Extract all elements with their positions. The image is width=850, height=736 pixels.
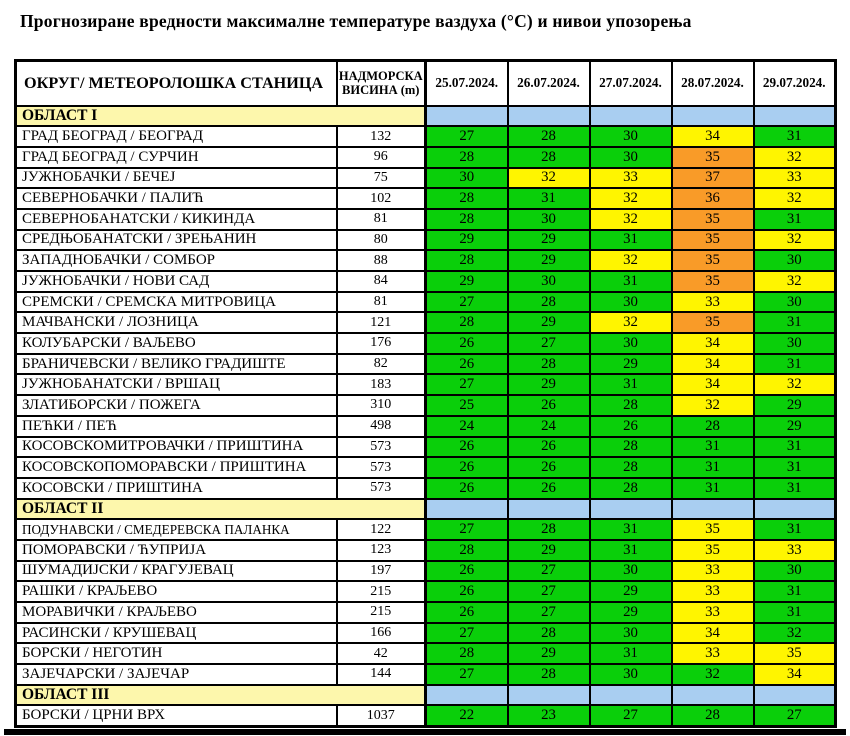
station-row bbox=[16, 354, 836, 375]
temperature-cell: 28 bbox=[508, 126, 590, 147]
station-name: РАШКИ / КРАЉЕВО bbox=[16, 581, 337, 602]
altitude-value: 176 bbox=[337, 333, 426, 354]
temperature-cell: 34 bbox=[672, 623, 754, 644]
section-empty-cell bbox=[590, 499, 672, 520]
altitude-value: 84 bbox=[337, 271, 426, 292]
temperature-cell: 35 bbox=[672, 312, 754, 333]
temperature-cell: 37 bbox=[672, 168, 754, 189]
temperature-cell: 34 bbox=[672, 354, 754, 375]
temperature-cell: 31 bbox=[672, 437, 754, 458]
section-empty-cell bbox=[672, 106, 754, 127]
table-bottom-border bbox=[4, 729, 846, 735]
temperature-cell: 35 bbox=[754, 643, 836, 664]
temperature-cell: 34 bbox=[672, 374, 754, 395]
altitude-value: 102 bbox=[337, 188, 426, 209]
temperature-cell: 29 bbox=[508, 250, 590, 271]
temperature-cell: 31 bbox=[754, 354, 836, 375]
station-row bbox=[16, 540, 836, 561]
temperature-cell: 28 bbox=[426, 643, 508, 664]
altitude-header-line1: НАДМОРСКА bbox=[338, 68, 423, 83]
header-row bbox=[16, 61, 836, 106]
temperature-cell: 26 bbox=[426, 457, 508, 478]
temperature-cell: 27 bbox=[590, 705, 672, 726]
temperature-cell: 26 bbox=[590, 416, 672, 437]
temperature-cell: 33 bbox=[754, 540, 836, 561]
temperature-cell: 33 bbox=[590, 168, 672, 189]
temperature-cell: 29 bbox=[508, 230, 590, 251]
station-name: ЈУЖНОБАЧКИ / БЕЧЕЈ bbox=[16, 168, 337, 189]
station-row bbox=[16, 457, 836, 478]
section-empty-cell bbox=[590, 106, 672, 127]
station-name: ПОМОРАВСКИ / ЋУПРИЈА bbox=[16, 540, 337, 561]
altitude-header-line2: ВИСИНА (m) bbox=[342, 83, 420, 98]
station-row bbox=[16, 395, 836, 416]
temperature-cell: 26 bbox=[426, 478, 508, 499]
station-name: КОСОВСКОПОМОРАВСКИ / ПРИШТИНА bbox=[16, 457, 337, 478]
section-row bbox=[16, 106, 836, 127]
station-name: БРАНИЧЕВСКИ / ВЕЛИКО ГРАДИШТЕ bbox=[16, 354, 337, 375]
temperature-cell: 32 bbox=[754, 271, 836, 292]
station-name: ГРАД БЕОГРАД / СУРЧИН bbox=[16, 147, 337, 168]
station-name: БОРСКИ / ЦРНИ ВРХ bbox=[16, 705, 337, 726]
section-label: ОБЛАСТ III bbox=[16, 685, 426, 706]
temperature-cell: 31 bbox=[754, 209, 836, 230]
temperature-cell: 31 bbox=[590, 230, 672, 251]
station-row bbox=[16, 478, 836, 499]
temperature-cell: 31 bbox=[590, 374, 672, 395]
temperature-cell: 29 bbox=[590, 581, 672, 602]
temperature-cell: 32 bbox=[590, 188, 672, 209]
altitude-value: 197 bbox=[337, 561, 426, 582]
column-header-date: 25.07.2024. bbox=[426, 61, 508, 106]
station-name: СЕВЕРНОБАНАТСКИ / КИКИНДА bbox=[16, 209, 337, 230]
temperature-cell: 26 bbox=[508, 395, 590, 416]
station-name: ЗЛАТИБОРСКИ / ПОЖЕГА bbox=[16, 395, 337, 416]
temperature-cell: 31 bbox=[754, 602, 836, 623]
station-row bbox=[16, 416, 836, 437]
temperature-cell: 29 bbox=[426, 271, 508, 292]
temperature-cell: 27 bbox=[426, 664, 508, 685]
temperature-cell: 26 bbox=[508, 478, 590, 499]
temperature-cell: 26 bbox=[426, 354, 508, 375]
temperature-cell: 31 bbox=[590, 540, 672, 561]
temperature-cell: 29 bbox=[508, 643, 590, 664]
temperature-cell: 34 bbox=[754, 664, 836, 685]
station-row bbox=[16, 168, 836, 189]
section-empty-cell bbox=[426, 499, 508, 520]
altitude-value: 166 bbox=[337, 623, 426, 644]
station-name: ЗАПАДНОБАЧКИ / СОМБОР bbox=[16, 250, 337, 271]
page-title: Прогнозиране вредности максималне температуре ваздуха (°С) и нивои упозорења bbox=[20, 11, 692, 31]
temperature-cell: 30 bbox=[508, 271, 590, 292]
altitude-value: 122 bbox=[337, 519, 426, 540]
temperature-cell: 24 bbox=[426, 416, 508, 437]
section-empty-cell bbox=[508, 685, 590, 706]
temperature-cell: 28 bbox=[590, 457, 672, 478]
temperature-cell: 34 bbox=[672, 333, 754, 354]
temperature-cell: 26 bbox=[426, 437, 508, 458]
column-header-date: 29.07.2024. bbox=[754, 61, 836, 106]
temperature-cell: 35 bbox=[672, 271, 754, 292]
temperature-cell: 31 bbox=[672, 457, 754, 478]
station-row bbox=[16, 664, 836, 685]
temperature-cell: 28 bbox=[590, 395, 672, 416]
station-row bbox=[16, 333, 836, 354]
station-name: КОСОВСКОМИТРОВАЧКИ / ПРИШТИНА bbox=[16, 437, 337, 458]
column-header-date: 26.07.2024. bbox=[508, 61, 590, 106]
temperature-cell: 28 bbox=[508, 147, 590, 168]
column-header-altitude bbox=[337, 61, 426, 106]
station-row bbox=[16, 188, 836, 209]
section-row bbox=[16, 685, 836, 706]
section-empty-cell bbox=[426, 685, 508, 706]
station-row bbox=[16, 623, 836, 644]
temperature-cell: 27 bbox=[426, 292, 508, 313]
station-row bbox=[16, 312, 836, 333]
section-empty-cell bbox=[508, 106, 590, 127]
altitude-value: 96 bbox=[337, 147, 426, 168]
temperature-cell: 35 bbox=[672, 519, 754, 540]
temperature-cell: 29 bbox=[754, 395, 836, 416]
temperature-cell: 29 bbox=[508, 312, 590, 333]
station-name: КОЛУБАРСКИ / ВАЉЕВО bbox=[16, 333, 337, 354]
section-empty-cell bbox=[672, 499, 754, 520]
temperature-cell: 26 bbox=[426, 581, 508, 602]
temperature-cell: 28 bbox=[508, 623, 590, 644]
station-name: ЗАЈЕЧАРСКИ / ЗАЈЕЧАР bbox=[16, 664, 337, 685]
altitude-value: 1037 bbox=[337, 705, 426, 726]
station-row bbox=[16, 561, 836, 582]
station-name: СРЕДЊОБАНАТСКИ / ЗРЕЊАНИН bbox=[16, 230, 337, 251]
temperature-cell: 32 bbox=[672, 664, 754, 685]
temperature-cell: 26 bbox=[426, 602, 508, 623]
altitude-value: 183 bbox=[337, 374, 426, 395]
temperature-cell: 31 bbox=[672, 478, 754, 499]
temperature-cell: 31 bbox=[754, 581, 836, 602]
temperature-cell: 29 bbox=[590, 354, 672, 375]
station-row bbox=[16, 250, 836, 271]
altitude-value: 144 bbox=[337, 664, 426, 685]
station-row bbox=[16, 602, 836, 623]
temperature-cell: 25 bbox=[426, 395, 508, 416]
temperature-cell: 26 bbox=[426, 561, 508, 582]
column-header-station: ОКРУГ/ МЕТЕОРОЛОШКА СТАНИЦА bbox=[16, 61, 337, 106]
temperature-cell: 30 bbox=[590, 561, 672, 582]
temperature-cell: 32 bbox=[754, 623, 836, 644]
temperature-cell: 35 bbox=[672, 147, 754, 168]
temperature-cell: 29 bbox=[426, 230, 508, 251]
temperature-cell: 32 bbox=[672, 395, 754, 416]
station-row bbox=[16, 581, 836, 602]
temperature-cell: 26 bbox=[508, 437, 590, 458]
temperature-cell: 29 bbox=[590, 602, 672, 623]
temperature-cell: 27 bbox=[508, 602, 590, 623]
station-row bbox=[16, 271, 836, 292]
temperature-cell: 24 bbox=[508, 416, 590, 437]
temperature-cell: 28 bbox=[426, 188, 508, 209]
temperature-cell: 27 bbox=[508, 333, 590, 354]
temperature-cell: 31 bbox=[754, 519, 836, 540]
temperature-cell: 32 bbox=[754, 147, 836, 168]
section-empty-cell bbox=[426, 106, 508, 127]
station-name: ПОДУНАВСКИ / СМЕДЕРЕВСКА ПАЛАНКА bbox=[16, 519, 337, 540]
temperature-cell: 30 bbox=[590, 623, 672, 644]
station-row bbox=[16, 643, 836, 664]
station-row bbox=[16, 126, 836, 147]
altitude-value: 498 bbox=[337, 416, 426, 437]
station-row bbox=[16, 209, 836, 230]
station-row bbox=[16, 519, 836, 540]
station-name: ГРАД БЕОГРАД / БЕОГРАД bbox=[16, 126, 337, 147]
temperature-cell: 30 bbox=[590, 147, 672, 168]
altitude-value: 82 bbox=[337, 354, 426, 375]
temperature-cell: 32 bbox=[508, 168, 590, 189]
temperature-cell: 28 bbox=[508, 354, 590, 375]
temperature-cell: 23 bbox=[508, 705, 590, 726]
temperature-cell: 28 bbox=[426, 147, 508, 168]
station-row bbox=[16, 230, 836, 251]
temperature-cell: 31 bbox=[754, 478, 836, 499]
altitude-value: 42 bbox=[337, 643, 426, 664]
temperature-cell: 35 bbox=[672, 250, 754, 271]
temperature-cell: 30 bbox=[754, 561, 836, 582]
temperature-cell: 22 bbox=[426, 705, 508, 726]
altitude-value: 310 bbox=[337, 395, 426, 416]
temperature-cell: 28 bbox=[426, 540, 508, 561]
temperature-cell: 28 bbox=[426, 312, 508, 333]
temperature-cell: 28 bbox=[426, 209, 508, 230]
temperature-cell: 26 bbox=[426, 333, 508, 354]
temperature-cell: 27 bbox=[426, 126, 508, 147]
station-name: ЈУЖНОБАЧКИ / НОВИ САД bbox=[16, 271, 337, 292]
station-row bbox=[16, 147, 836, 168]
temperature-cell: 27 bbox=[426, 623, 508, 644]
station-name: БОРСКИ / НЕГОТИН bbox=[16, 643, 337, 664]
section-empty-cell bbox=[754, 499, 836, 520]
temperature-cell: 33 bbox=[672, 581, 754, 602]
temperature-cell: 32 bbox=[754, 230, 836, 251]
temperature-cell: 34 bbox=[672, 126, 754, 147]
temperature-cell: 31 bbox=[754, 437, 836, 458]
altitude-value: 123 bbox=[337, 540, 426, 561]
altitude-value: 573 bbox=[337, 457, 426, 478]
station-row bbox=[16, 705, 836, 726]
forecast-table bbox=[14, 59, 837, 728]
station-name: ЈУЖНОБАНАТСКИ / ВРШАЦ bbox=[16, 374, 337, 395]
temperature-cell: 31 bbox=[754, 126, 836, 147]
column-header-date: 27.07.2024. bbox=[590, 61, 672, 106]
temperature-cell: 32 bbox=[754, 188, 836, 209]
station-name: МОРАВИЧКИ / КРАЉЕВО bbox=[16, 602, 337, 623]
station-name: МАЧВАНСКИ / ЛОЗНИЦА bbox=[16, 312, 337, 333]
station-row bbox=[16, 437, 836, 458]
station-name: РАСИНСКИ / КРУШЕВАЦ bbox=[16, 623, 337, 644]
temperature-cell: 28 bbox=[672, 416, 754, 437]
temperature-cell: 28 bbox=[508, 664, 590, 685]
section-label: ОБЛАСТ I bbox=[16, 106, 426, 127]
temperature-cell: 28 bbox=[672, 705, 754, 726]
station-row bbox=[16, 292, 836, 313]
temperature-cell: 33 bbox=[754, 168, 836, 189]
temperature-cell: 27 bbox=[754, 705, 836, 726]
temperature-cell: 32 bbox=[590, 209, 672, 230]
altitude-value: 215 bbox=[337, 602, 426, 623]
altitude-value: 215 bbox=[337, 581, 426, 602]
temperature-cell: 30 bbox=[754, 250, 836, 271]
temperature-cell: 28 bbox=[590, 478, 672, 499]
temperature-cell: 30 bbox=[508, 209, 590, 230]
section-empty-cell bbox=[754, 685, 836, 706]
station-name: СРЕМСКИ / СРЕМСКА МИТРОВИЦА bbox=[16, 292, 337, 313]
temperature-cell: 33 bbox=[672, 292, 754, 313]
temperature-cell: 33 bbox=[672, 561, 754, 582]
temperature-cell: 27 bbox=[508, 581, 590, 602]
station-name: КОСОВСКИ / ПРИШТИНА bbox=[16, 478, 337, 499]
altitude-value: 121 bbox=[337, 312, 426, 333]
altitude-value: 573 bbox=[337, 437, 426, 458]
temperature-cell: 35 bbox=[672, 540, 754, 561]
temperature-cell: 32 bbox=[754, 374, 836, 395]
station-name: ПЕЋКИ / ПЕЋ bbox=[16, 416, 337, 437]
section-empty-cell bbox=[672, 685, 754, 706]
temperature-cell: 27 bbox=[426, 519, 508, 540]
temperature-cell: 31 bbox=[590, 519, 672, 540]
temperature-cell: 35 bbox=[672, 209, 754, 230]
temperature-cell: 35 bbox=[672, 230, 754, 251]
temperature-cell: 28 bbox=[508, 519, 590, 540]
temperature-cell: 30 bbox=[426, 168, 508, 189]
temperature-cell: 29 bbox=[754, 416, 836, 437]
altitude-value: 81 bbox=[337, 292, 426, 313]
temperature-cell: 29 bbox=[508, 374, 590, 395]
temperature-cell: 27 bbox=[508, 561, 590, 582]
temperature-cell: 30 bbox=[590, 333, 672, 354]
temperature-cell: 27 bbox=[426, 374, 508, 395]
column-header-date: 28.07.2024. bbox=[672, 61, 754, 106]
altitude-value: 81 bbox=[337, 209, 426, 230]
section-empty-cell bbox=[754, 106, 836, 127]
temperature-cell: 28 bbox=[426, 250, 508, 271]
temperature-cell: 30 bbox=[754, 333, 836, 354]
section-label: ОБЛАСТ II bbox=[16, 499, 426, 520]
temperature-cell: 31 bbox=[590, 643, 672, 664]
temperature-cell: 30 bbox=[590, 664, 672, 685]
temperature-cell: 32 bbox=[590, 312, 672, 333]
station-row bbox=[16, 374, 836, 395]
temperature-cell: 31 bbox=[508, 188, 590, 209]
temperature-cell: 28 bbox=[590, 437, 672, 458]
temperature-cell: 30 bbox=[590, 126, 672, 147]
temperature-cell: 29 bbox=[508, 540, 590, 561]
altitude-value: 75 bbox=[337, 168, 426, 189]
altitude-value: 88 bbox=[337, 250, 426, 271]
altitude-value: 80 bbox=[337, 230, 426, 251]
temperature-cell: 28 bbox=[508, 292, 590, 313]
temperature-cell: 33 bbox=[672, 643, 754, 664]
station-name: СЕВЕРНОБАЧКИ / ПАЛИЋ bbox=[16, 188, 337, 209]
temperature-cell: 30 bbox=[590, 292, 672, 313]
temperature-cell: 32 bbox=[590, 250, 672, 271]
temperature-cell: 31 bbox=[754, 457, 836, 478]
section-row bbox=[16, 499, 836, 520]
temperature-cell: 36 bbox=[672, 188, 754, 209]
temperature-cell: 31 bbox=[590, 271, 672, 292]
altitude-value: 132 bbox=[337, 126, 426, 147]
section-empty-cell bbox=[590, 685, 672, 706]
temperature-cell: 26 bbox=[508, 457, 590, 478]
section-empty-cell bbox=[508, 499, 590, 520]
temperature-cell: 30 bbox=[754, 292, 836, 313]
temperature-cell: 31 bbox=[754, 312, 836, 333]
temperature-cell: 33 bbox=[672, 602, 754, 623]
altitude-value: 573 bbox=[337, 478, 426, 499]
station-name: ШУМАДИЈСКИ / КРАГУЈЕВАЦ bbox=[16, 561, 337, 582]
